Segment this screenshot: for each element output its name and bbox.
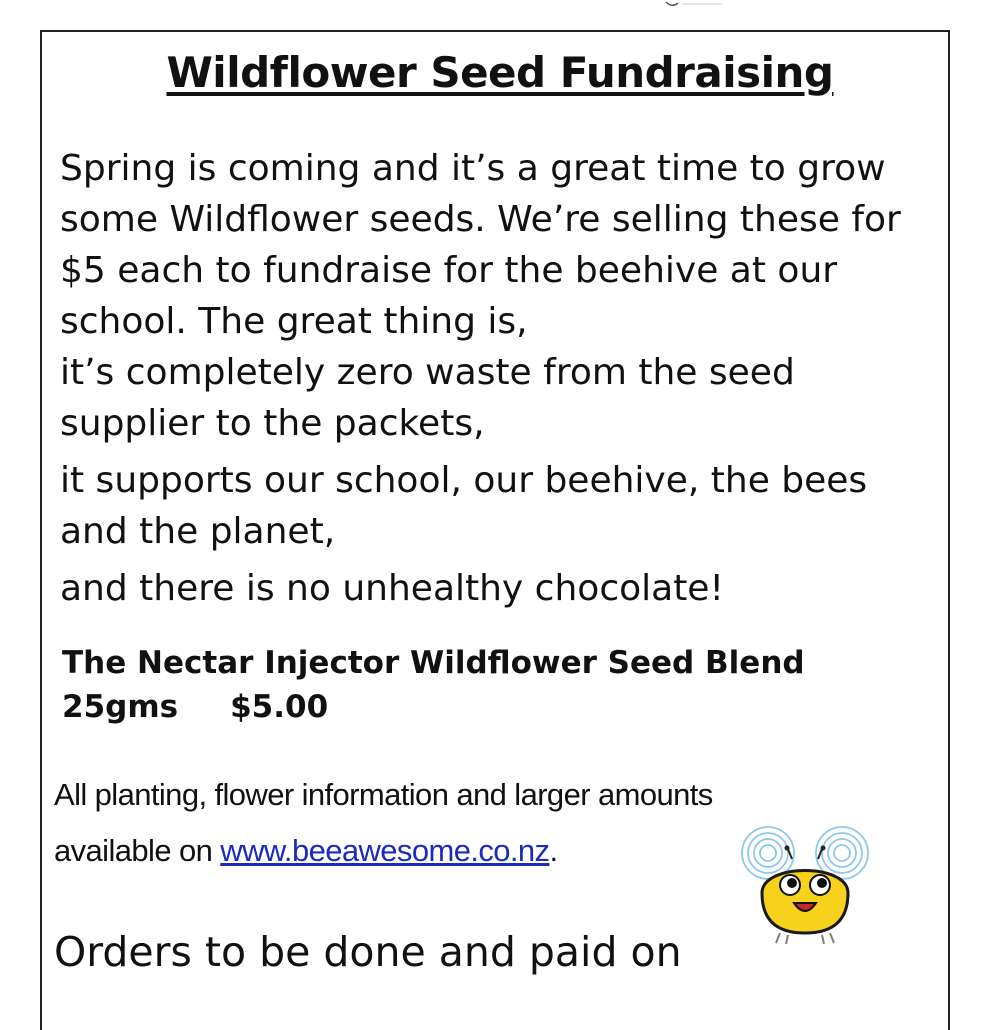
product-block <box>62 641 805 729</box>
intro-line: Spring is coming and it’s a great time to grow <box>60 148 886 189</box>
top-decoration <box>664 0 724 8</box>
intro-line: supplier to the packets, <box>60 403 485 444</box>
info-suffix: . <box>549 833 558 868</box>
intro-line: it supports our school, our beehive, the bees <box>60 460 868 501</box>
intro-line: some Wildflower seeds. We’re selling these for <box>60 199 901 240</box>
intro-line: $5 each to fundraise for the beehive at our <box>60 250 838 291</box>
intro-line: and the planet, <box>60 511 336 552</box>
info-line: All planting, flower information and larger amounts <box>54 777 713 812</box>
product-weight: 25gms <box>62 689 179 725</box>
info-paragraph <box>54 767 713 879</box>
product-price-row <box>62 685 805 729</box>
info-prefix: available on <box>54 833 221 868</box>
intro-line: it’s completely zero waste from the seed <box>60 352 795 393</box>
intro-line: and there is no unhealthy chocolate! <box>60 568 724 609</box>
info-line <box>54 823 713 879</box>
page-title: Wildflower Seed Fundraising <box>166 48 834 97</box>
bee-mascot-icon <box>730 823 880 953</box>
product-name: The Nectar Injector Wildflower Seed Blend <box>62 645 805 681</box>
product-price: $5.00 <box>230 689 329 725</box>
website-link[interactable]: www.beeawesome.co.nz <box>220 833 550 868</box>
intro-paragraph <box>60 143 940 614</box>
orders-line: Orders to be done and paid on <box>54 928 682 976</box>
intro-line: school. The great thing is, <box>60 301 528 342</box>
